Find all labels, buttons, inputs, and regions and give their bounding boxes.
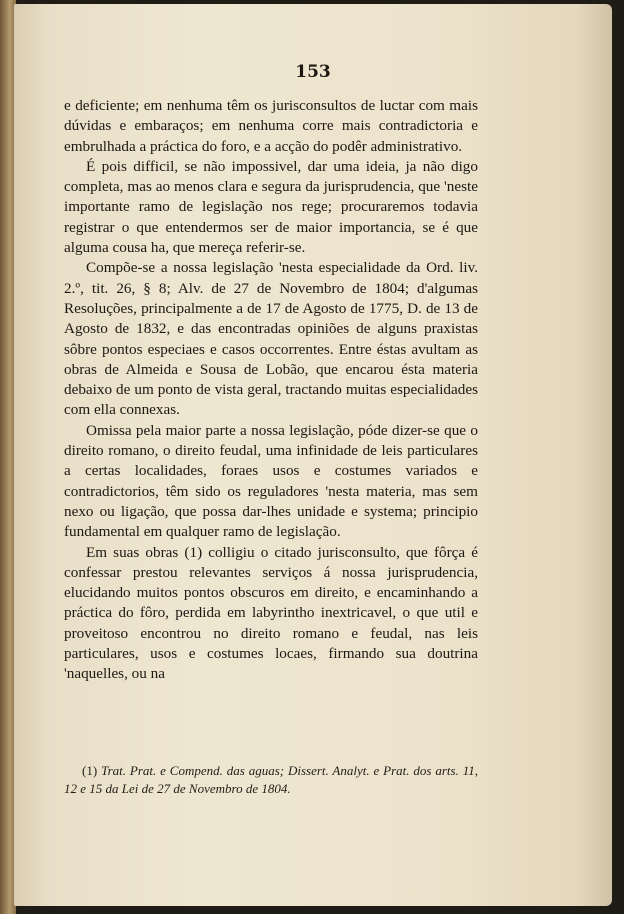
paragraph-5: Em suas obras (1) colligiu o citado jurisconsulto, que fôrça é confessar prestou relevantes serviços á nossa jurisprudencia, elucidando muitos pontos obscuros em direito, e encaminhando a práctica do fôro, perdida em labyrintho inextricavel, o que util e proveitoso encontrou no direito romano e feudal, nas leis particulares, usos e costumes locaes, firmando sua doutrina 'naquelles, ou na [64, 543, 478, 683]
footnote-text: Trat. Prat. e Compend. das aguas; Dissert. Analyt. e Prat. dos arts. 11, 12 e 15 da Lei de 27 de Novembro de 1804. [64, 763, 478, 796]
page-number: 153 [295, 62, 331, 82]
paragraph-3: Compõe-se a nossa legislação 'nesta especialidade da Ord. liv. 2.º, tit. 26, § 8; Alv. de 27 de Novembro de 1804; d'algumas Resoluções, principalmente a de 17 de Agosto de 1775, D. de 13 de Agosto de 1832, e das encontradas opiniões de alguns praxistas sôbre pontos especiaes e casos occorrentes. Entre éstas avultam as obras de Almeida e Sousa de Lobão, que encarou ésta materia debaixo de um ponto de vista geral, tractando muitas especialidades com ella connexas. [64, 259, 478, 419]
paragraph-4: Omissa pela maior parte a nossa legislação, póde dizer-se que o direito romano, o direito feudal, uma infinidade de leis particulares a certas localidades, foraes usos e costumes variados e contradictorios, têm sido os reguladores 'nesta materia, mas sem nexo ou ligação, que possa dar-lhes unidade e systema; principio fundamental em qualquer ramo de legislação. [64, 421, 478, 541]
footnote-mark: (1) [82, 763, 98, 778]
paragraph-2: É pois difficil, se não impossivel, dar uma ideia, ja não digo completa, mas ao menos clara e segura da jurisprudencia, que 'neste importante ramo de legislação nos rege; procuraremos todavia registrar o que entendermos ser de maior importancia, se é que alguma cousa ha, que mereça referir-se. [64, 157, 478, 257]
paragraph-1: e deficiente; em nenhuma têm os jurisconsultos de luctar com mais dúvidas e embaraços; em nenhuma corre mais contradictoria e embrulhada a práctica do foro, e a acção do podêr administrativo. [64, 97, 478, 155]
body-text [64, 96, 478, 685]
footnote [64, 762, 478, 798]
